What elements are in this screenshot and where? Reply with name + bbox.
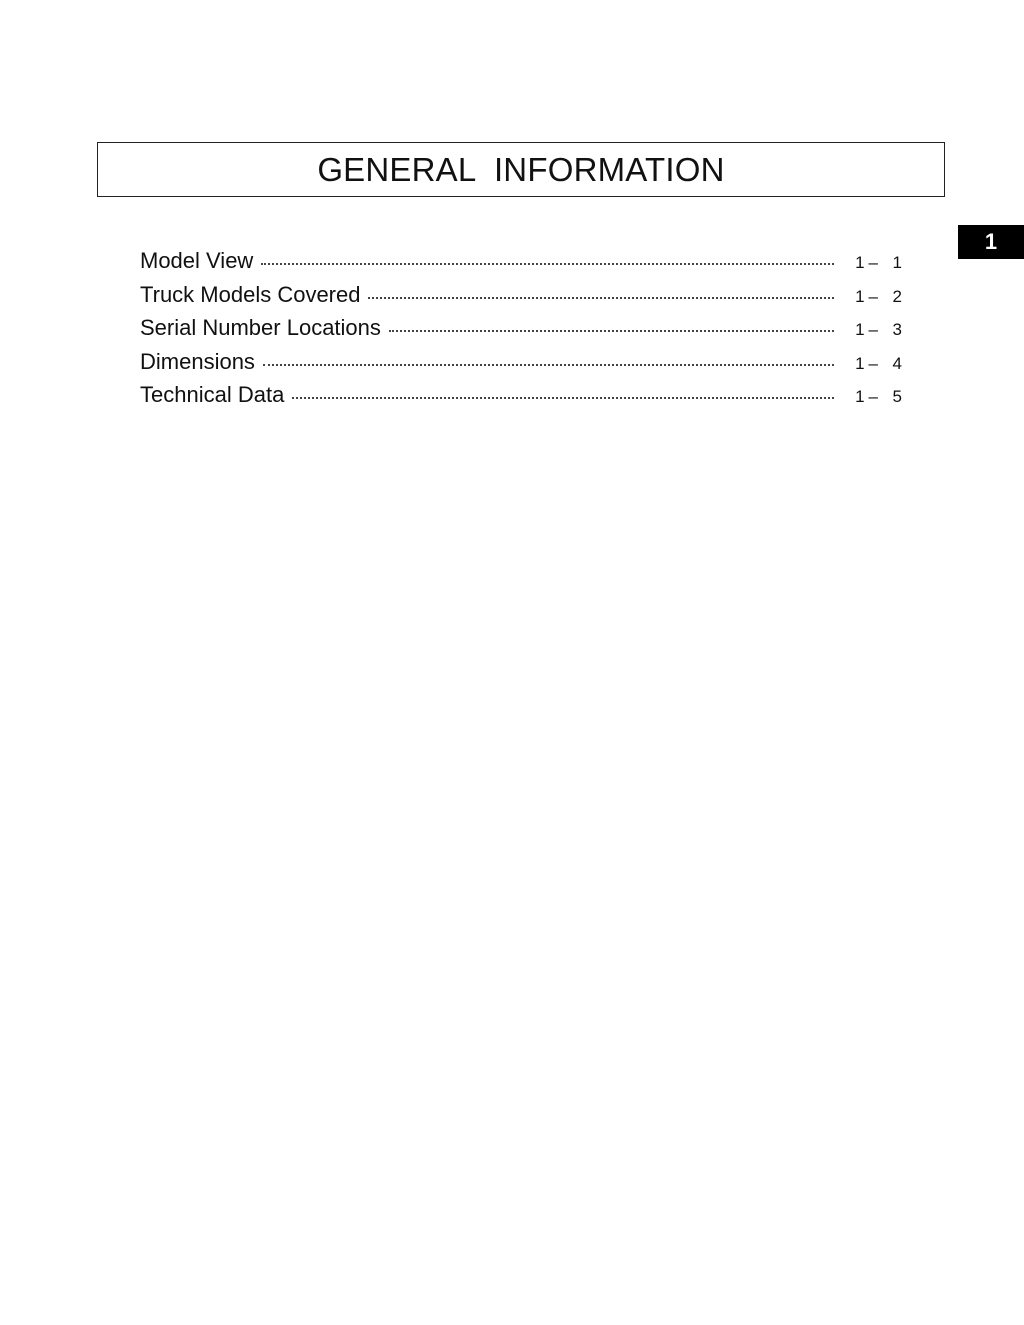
- toc-dot-leader: [263, 364, 834, 366]
- toc-page-number: 4: [892, 353, 902, 373]
- toc-chapter-number: 1: [855, 286, 865, 306]
- toc-page-number: 5: [892, 387, 902, 407]
- toc-dot-leader: [261, 263, 834, 265]
- toc-page-ref: [844, 354, 902, 374]
- toc-separator: –: [868, 253, 878, 272]
- chapter-tab: [958, 225, 1024, 259]
- table-of-contents: [140, 248, 902, 416]
- toc-page-ref: [844, 253, 902, 273]
- toc-entry-title: Serial Number Locations: [140, 315, 381, 341]
- toc-page-ref: [844, 387, 902, 407]
- section-title-box: [97, 142, 945, 197]
- toc-page-number: 3: [892, 320, 902, 340]
- toc-entry-truck-models-covered[interactable]: [140, 282, 902, 316]
- toc-separator: –: [868, 353, 878, 373]
- toc-entry-serial-number-locations[interactable]: [140, 315, 902, 349]
- toc-dot-leader: [389, 330, 834, 332]
- toc-entry-title: Model View: [140, 248, 254, 273]
- toc-separator: –: [868, 286, 878, 306]
- toc-separator: –: [868, 387, 878, 407]
- toc-separator: –: [868, 320, 878, 340]
- toc-page-number: 2: [892, 286, 902, 306]
- page-title: GENERAL INFORMATION: [317, 150, 725, 188]
- toc-entry-model-view[interactable]: [140, 248, 902, 282]
- chapter-tab-label: 1: [984, 229, 998, 254]
- toc-entry-dimensions[interactable]: [140, 349, 902, 383]
- toc-chapter-number: 1: [855, 387, 865, 407]
- toc-entry-title: Technical Data: [140, 382, 285, 408]
- toc-dot-leader: [292, 397, 834, 399]
- toc-entry-title: Truck Models Covered: [140, 281, 361, 307]
- toc-chapter-number: 1: [855, 320, 865, 340]
- toc-page-ref: [844, 287, 902, 307]
- toc-page-ref: [844, 320, 902, 340]
- toc-chapter-number: 1: [855, 253, 865, 272]
- toc-dot-leader: [368, 297, 834, 299]
- toc-entry-technical-data[interactable]: [140, 382, 902, 416]
- toc-page-number: 1: [892, 253, 902, 272]
- toc-entry-title: Dimensions: [140, 348, 255, 374]
- toc-chapter-number: 1: [855, 353, 865, 373]
